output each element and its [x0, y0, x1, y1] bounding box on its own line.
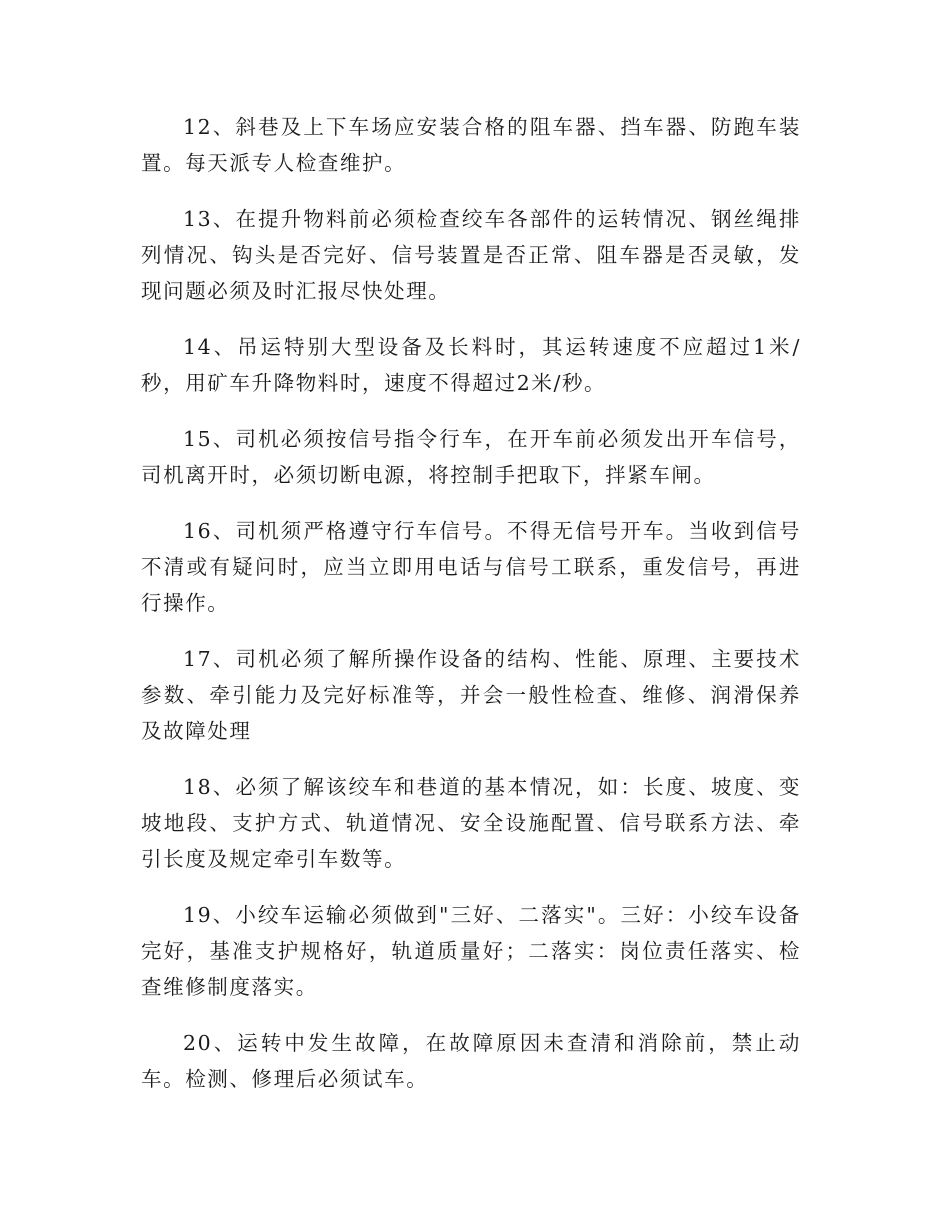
paragraph-13: 13、在提升物料前必须检查绞车各部件的运转情况、钢丝绳排列情况、钩头是否完好、信号装置是否正常、阻车器是否灵敏，发现问题必须及时汇报尽快处理。 — [141, 207, 801, 303]
paragraph-15: 15、司机必须按信号指令行车，在开车前必须发出开车信号，司机离开时，必须切断电源，将控制手把取下，拌紧车闸。 — [141, 427, 801, 487]
paragraph-14: 14、吊运特别大型设备及长料时，其运转速度不应超过1米/秒，用矿车升降物料时，速度不得超过2米/秒。 — [141, 335, 801, 395]
paragraph-12: 12、斜巷及上下车场应安装合格的阻车器、挡车器、防跑车装置。每天派专人检查维护。 — [141, 115, 801, 175]
paragraph-18: 18、必须了解该绞车和巷道的基本情况，如：长度、坡度、变坡地段、支护方式、轨道情况、安全设施配置、信号联系方法、牵引长度及规定牵引车数等。 — [141, 775, 801, 871]
paragraph-20: 20、运转中发生故障，在故障原因未查清和消除前，禁止动车。检测、修理后必须试车。 — [141, 1031, 801, 1091]
paragraph-19: 19、小绞车运输必须做到"三好、二落实"。三好：小绞车设备完好，基准支护规格好，轨道质量好；二落实：岗位责任落实、检查维修制度落实。 — [141, 903, 801, 999]
document-body — [141, 109, 801, 1117]
paragraph-16: 16、司机须严格遵守行车信号。不得无信号开车。当收到信号不清或有疑问时，应当立即用电话与信号工联系，重发信号，再进行操作。 — [141, 519, 801, 615]
paragraph-17: 17、司机必须了解所操作设备的结构、性能、原理、主要技术参数、牵引能力及完好标准等，并会一般性检查、维修、润滑保养及故障处理 — [141, 647, 801, 743]
